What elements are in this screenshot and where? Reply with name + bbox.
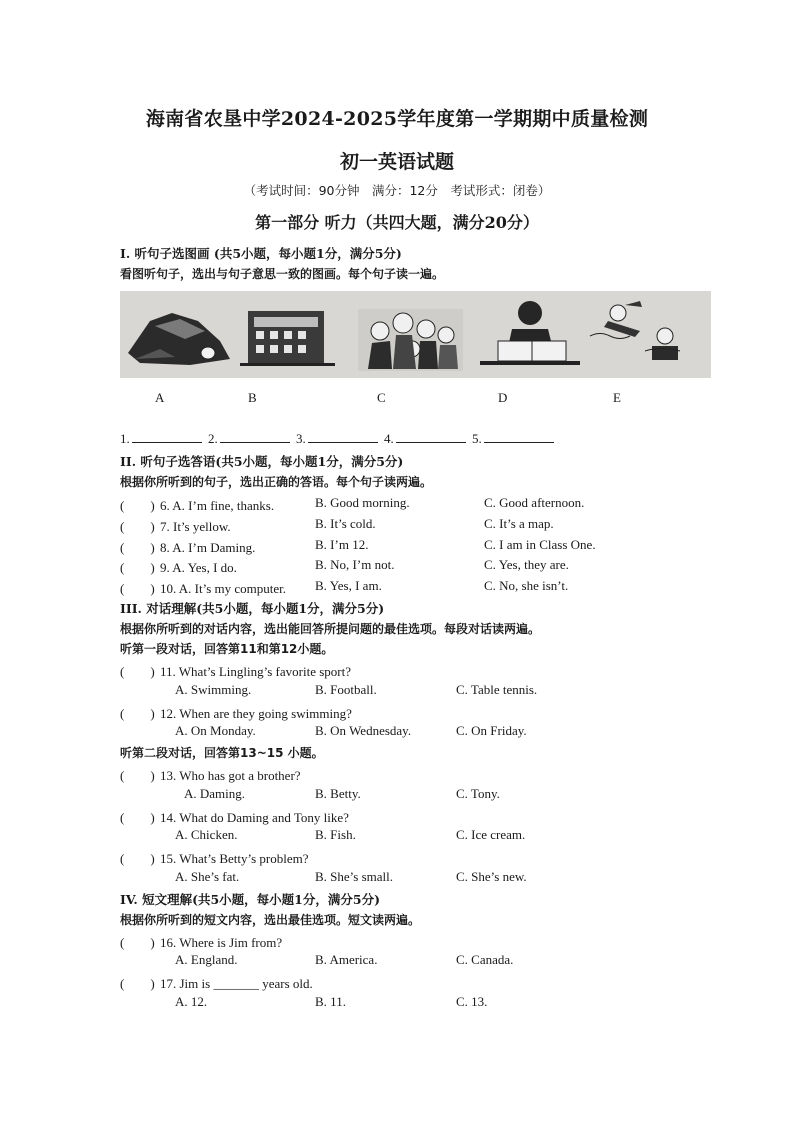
answer-blank[interactable]	[132, 430, 202, 443]
option-c: C. On Friday.	[456, 723, 527, 738]
question-row: ( ) 9. A. Yes, I do.	[120, 560, 237, 575]
option-c: C. Yes, they are.	[484, 557, 569, 572]
label-d: D	[498, 390, 508, 405]
option-b: B. Good morning.	[315, 495, 410, 510]
question-row: ( ) 8. A. I’m Daming.	[120, 540, 256, 555]
option-b: B. 11.	[315, 994, 346, 1009]
label-e: E	[613, 390, 621, 405]
exam-info: （考试时间：90分钟 满分：12分 考试形式：闭卷）	[243, 183, 551, 198]
option-b: B. She’s small.	[315, 869, 394, 884]
option-a: A. Daming.	[184, 786, 246, 801]
option-b: B. Fish.	[315, 827, 356, 842]
option-a: A. She’s fat.	[175, 869, 240, 884]
option-c: C. Ice cream.	[456, 827, 526, 842]
label-b: B	[248, 390, 257, 405]
option-a: A. Chicken.	[175, 827, 238, 842]
question-row: ( ) 12. When are they going swimming?	[120, 706, 352, 721]
option-c: C. No, she isn’t.	[484, 578, 569, 593]
option-b: B. Yes, I am.	[315, 578, 382, 593]
question-row: ( ) 14. What do Daming and Tony like?	[120, 810, 349, 825]
option-c: C. I am in Class One.	[484, 537, 596, 552]
option-c: C. It’s a map.	[484, 516, 554, 531]
family-image	[358, 309, 463, 371]
option-c: C. Good afternoon.	[484, 495, 585, 510]
section2-instruction: 根据你所听到的句子，选出正确的答语。每个句子读两遍。	[120, 475, 433, 489]
exam-subtitle: 初一英语试题	[339, 151, 454, 173]
option-c: C. Canada.	[456, 952, 514, 967]
question-row: ( ) 10. A. It’s my computer.	[120, 581, 287, 596]
option-b: B. On Wednesday.	[315, 723, 412, 738]
option-b: B. It’s cold.	[315, 516, 376, 531]
option-b: B. Betty.	[315, 786, 361, 801]
option-b: B. No, I’m not.	[315, 557, 395, 572]
section1-heading: I. 听句子选图画 (共5小题，每小题1分，满分5分)	[120, 246, 402, 261]
option-a: A. Swimming.	[175, 682, 252, 697]
question-row: ( ) 15. What’s Betty’s problem?	[120, 851, 309, 866]
option-a: A. England.	[175, 952, 238, 967]
option-b: B. Football.	[315, 682, 377, 697]
picture-strip	[120, 291, 711, 378]
section3-heading: III. 对话理解(共5小题，每小题1分，满分5分)	[120, 601, 385, 616]
question-row: ( ) 13. Who has got a brother?	[120, 768, 301, 783]
dialog2-label: 听第二段对话，回答第13~15 小题。	[120, 746, 324, 760]
option-a: A. On Monday.	[175, 723, 256, 738]
question-row: ( ) 6. A. I’m fine, thanks.	[120, 498, 275, 513]
section1-instruction: 看图听句子，选出与句子意思一致的图画。每个句子读一遍。	[120, 267, 445, 281]
section4-instruction: 根据你所听到的短文内容，选出最佳选项。短文读两遍。	[120, 913, 421, 927]
option-b: B. America.	[315, 952, 378, 967]
section3-instruction: 根据你所听到的对话内容，选出能回答所提问题的最佳选项。每段对话读两遍。	[120, 622, 541, 636]
option-c: C. Table tennis.	[456, 682, 538, 697]
question-row: ( ) 16. Where is Jim from?	[120, 935, 283, 950]
exam-title: 海南省农垦中学2024-2025学年度第一学期期中质量检测	[145, 108, 649, 130]
dialog1-label: 听第一段对话，回答第11和第12小题。	[120, 642, 334, 656]
question-row: ( ) 11. What’s Lingling’s favorite sport?	[120, 664, 351, 679]
option-a: A. 12.	[175, 994, 208, 1009]
option-b: B. I’m 12.	[315, 537, 369, 552]
label-c: C	[377, 390, 386, 405]
option-c: C. 13.	[456, 994, 488, 1009]
answer-blank[interactable]	[396, 430, 466, 443]
label-a: A	[155, 390, 165, 405]
answer-blank[interactable]	[484, 430, 554, 443]
option-c: C. She’s new.	[456, 869, 527, 884]
part-title: 第一部分 听力（共四大题，满分20分）	[255, 213, 539, 232]
question-row: ( ) 17. Jim is _______ years old.	[120, 976, 313, 991]
option-c: C. Tony.	[456, 786, 500, 801]
answer-blanks: 1. 2. 3. 4. 5.	[120, 430, 557, 447]
section2-heading: II. 听句子选答语(共5小题，每小题1分，满分5分)	[120, 454, 404, 469]
school-building-image	[240, 311, 335, 366]
answer-blank[interactable]	[220, 430, 290, 443]
section4-heading: IV. 短文理解(共5小题，每小题1分，满分5分)	[120, 892, 380, 907]
question-row: ( ) 7. It’s yellow.	[120, 519, 231, 534]
answer-blank[interactable]	[308, 430, 378, 443]
